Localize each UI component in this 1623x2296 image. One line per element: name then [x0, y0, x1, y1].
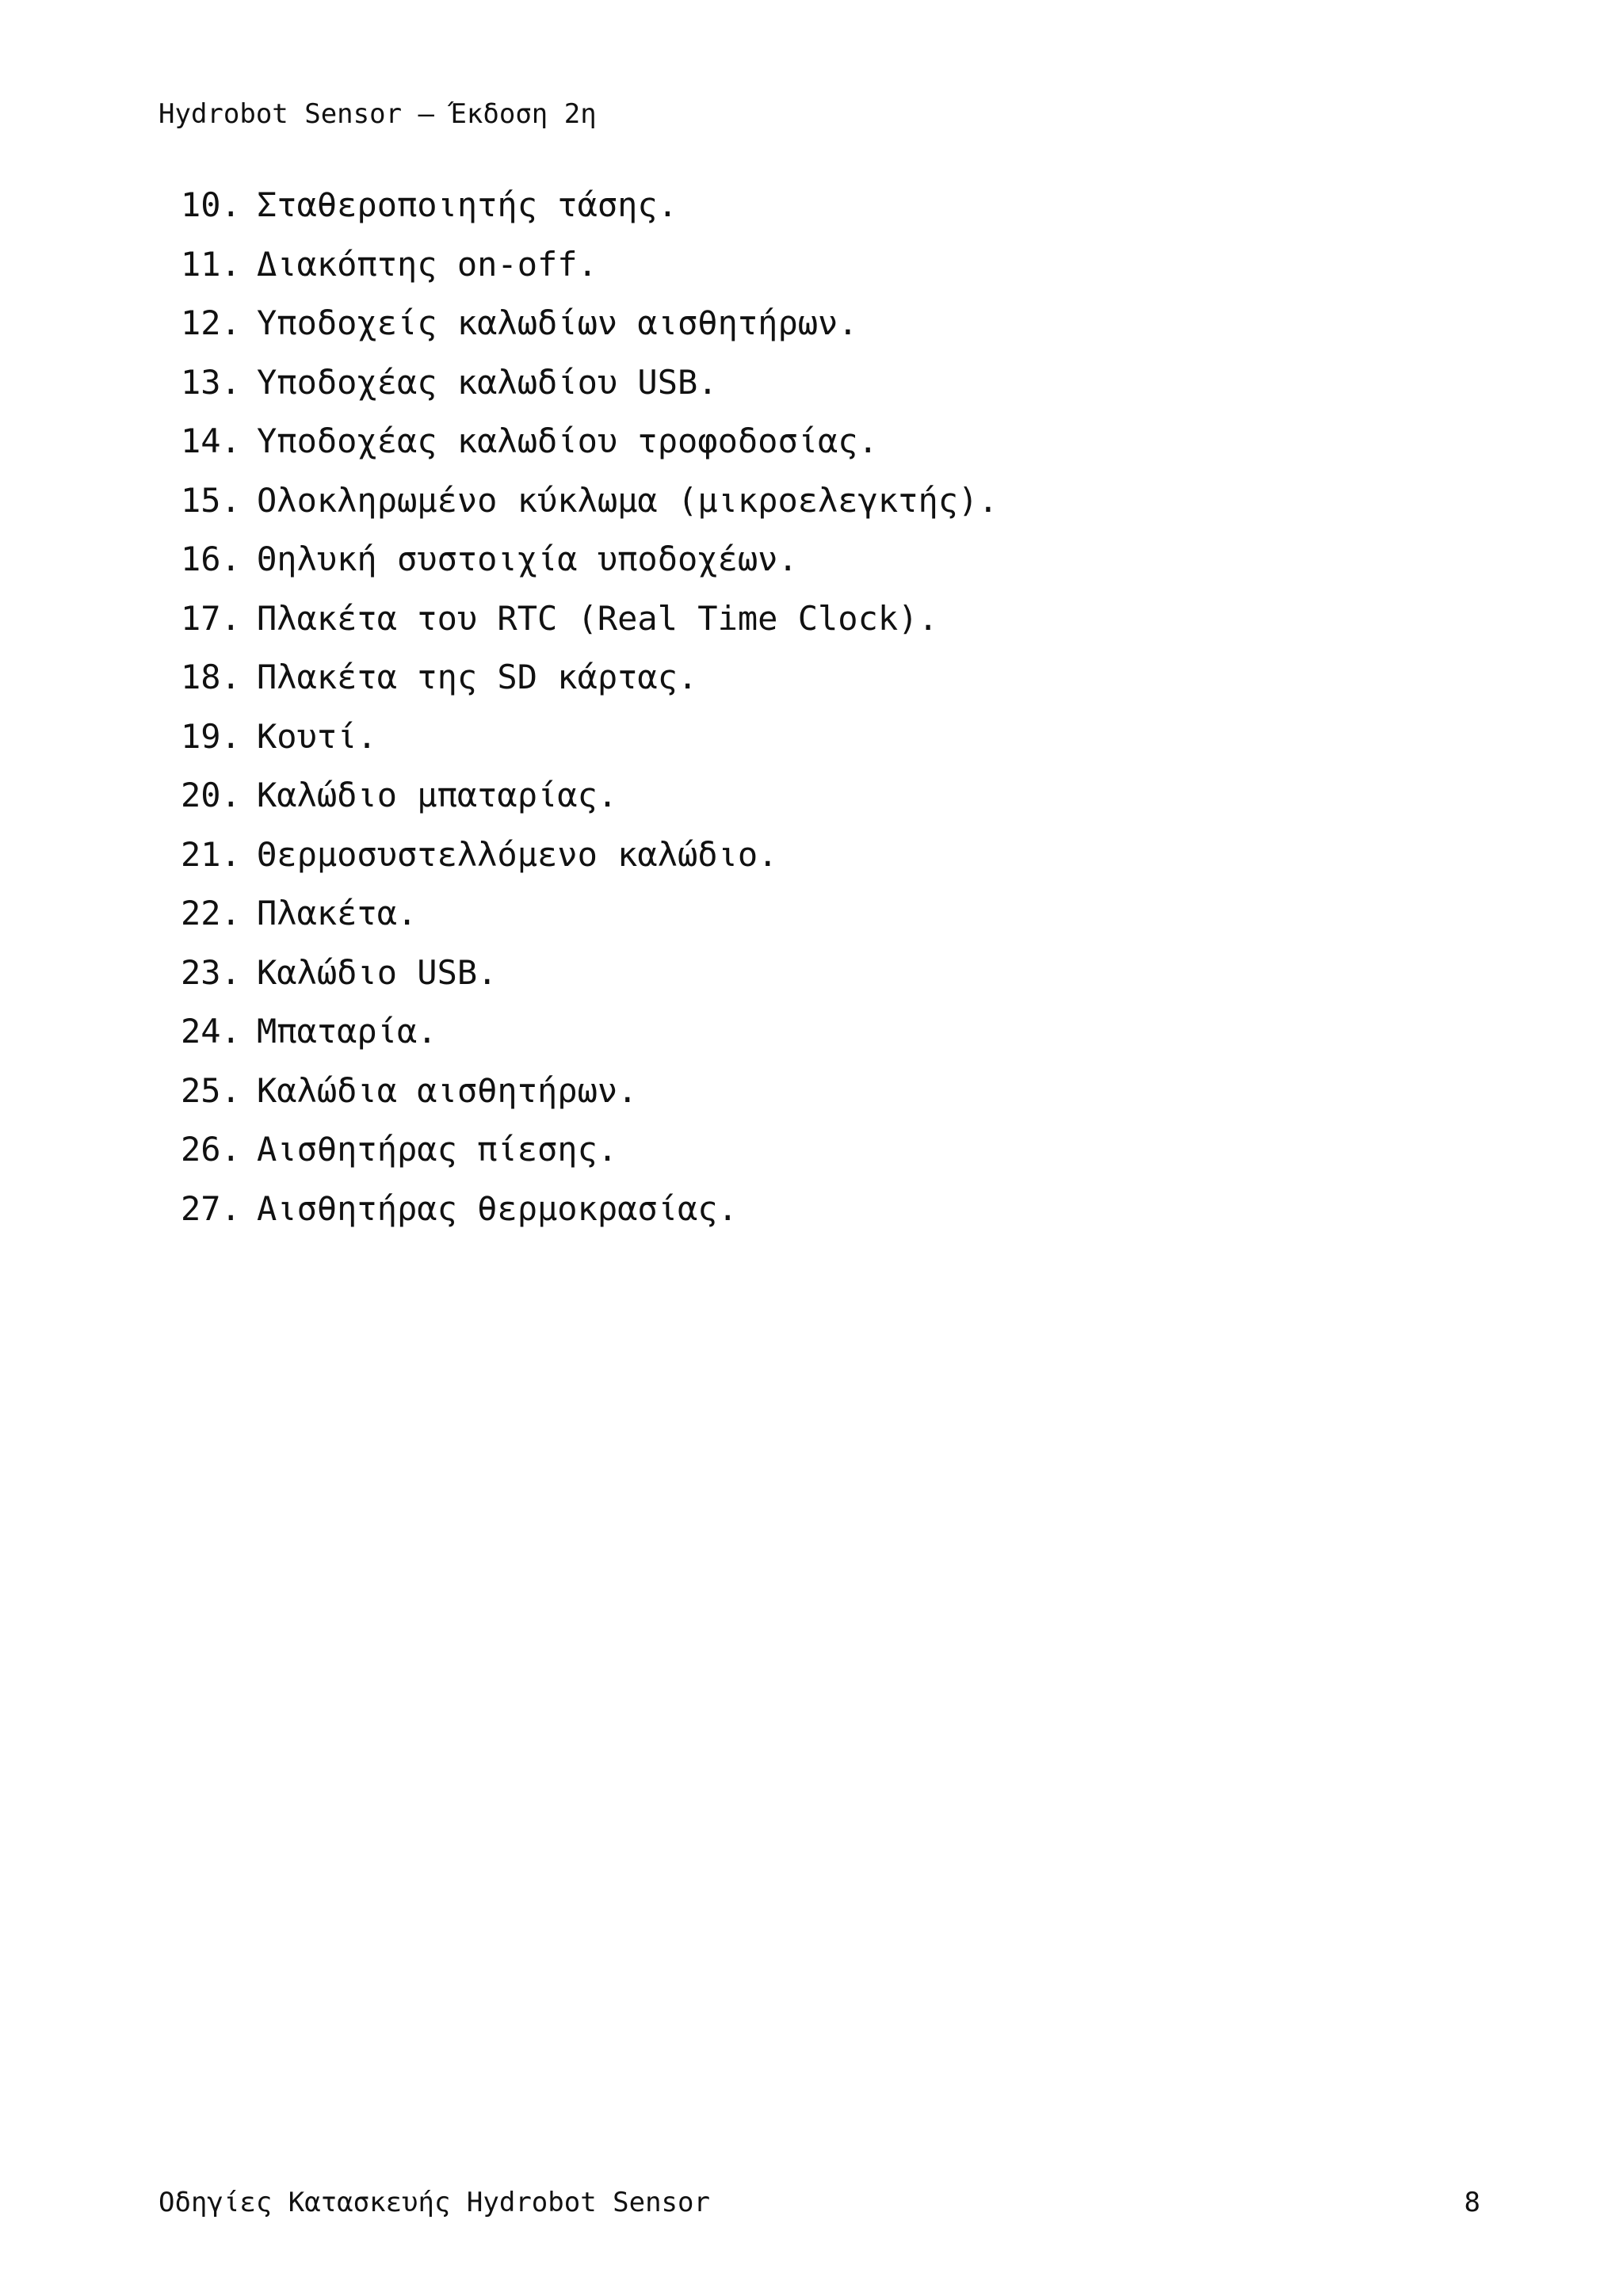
item-text: Αισθητήρας θερμοκρασίας.: [257, 1188, 738, 1228]
item-text: Διακόπτης on-off.: [257, 244, 598, 284]
item-number: 13.: [181, 362, 241, 402]
item-number: 21.: [181, 834, 241, 874]
list-item: [181, 884, 999, 944]
item-text: Πλακέτα.: [257, 894, 418, 933]
page-number: 8: [1464, 2187, 1480, 2218]
item-text: Καλώδιο μπαταρίας.: [257, 776, 618, 814]
list-item: [181, 294, 999, 353]
list-item: [181, 1062, 999, 1121]
item-text: Υποδοχείς καλωδίων αισθητήρων.: [257, 303, 858, 342]
item-number: 18.: [181, 658, 241, 696]
item-number: 20.: [181, 776, 241, 814]
item-number: 14.: [181, 421, 241, 460]
item-text: Κουτί.: [257, 716, 377, 756]
list-item: [181, 826, 999, 885]
page-footer: [158, 2185, 1480, 2220]
item-number: 22.: [181, 894, 241, 933]
list-item: [181, 176, 999, 235]
page-header: [158, 97, 597, 132]
item-number: 16.: [181, 540, 241, 578]
list-item: [181, 1120, 999, 1180]
item-number: 10.: [181, 185, 241, 224]
list-item: [181, 589, 999, 649]
parts-list: [181, 176, 999, 1238]
item-text: Καλώδια αισθητήρων.: [257, 1070, 638, 1110]
item-text: Σταθεροποιητής τάσης.: [257, 185, 678, 224]
header-title: Hydrobot Sensor – Έκδοση 2η: [158, 98, 597, 130]
item-text: Θερμοσυστελλόμενο καλώδιο.: [257, 834, 778, 874]
item-text: Πλακέτα του RTC (Real Time Clock).: [257, 598, 938, 638]
item-text: Πλακέτα της SD κάρτας.: [257, 658, 698, 696]
list-item: [181, 1180, 999, 1239]
list-item: [181, 235, 999, 295]
list-item: [181, 412, 999, 471]
list-item: [181, 1002, 999, 1062]
item-number: 19.: [181, 716, 241, 756]
item-text: Υποδοχέας καλωδίου τροφοδοσίας.: [257, 421, 878, 460]
item-number: 23.: [181, 952, 241, 992]
list-item: [181, 530, 999, 589]
item-number: 26.: [181, 1130, 241, 1169]
item-number: 17.: [181, 598, 241, 638]
item-text: Υποδοχέας καλωδίου USB.: [257, 362, 718, 402]
list-item: [181, 766, 999, 826]
item-number: 12.: [181, 303, 241, 342]
item-number: 24.: [181, 1012, 241, 1051]
item-text: Καλώδιο USB.: [257, 952, 498, 992]
item-number: 25.: [181, 1070, 241, 1110]
list-item: [181, 944, 999, 1003]
list-item: [181, 353, 999, 413]
item-text: Ολοκληρωμένο κύκλωμα (μικροελεγκτής).: [257, 480, 999, 520]
item-number: 27.: [181, 1188, 241, 1228]
item-number: 11.: [181, 244, 241, 284]
list-item: [181, 707, 999, 767]
list-item: [181, 648, 999, 707]
item-text: Θηλυκή συστοιχία υποδοχέων.: [257, 540, 798, 578]
list-item: [181, 471, 999, 531]
item-number: 15.: [181, 480, 241, 520]
item-text: Μπαταρία.: [257, 1012, 437, 1051]
footer-document-title: Οδηγίες Κατασκευής Hydrobot Sensor: [158, 2187, 710, 2218]
item-text: Αισθητήρας πίεσης.: [257, 1130, 618, 1169]
